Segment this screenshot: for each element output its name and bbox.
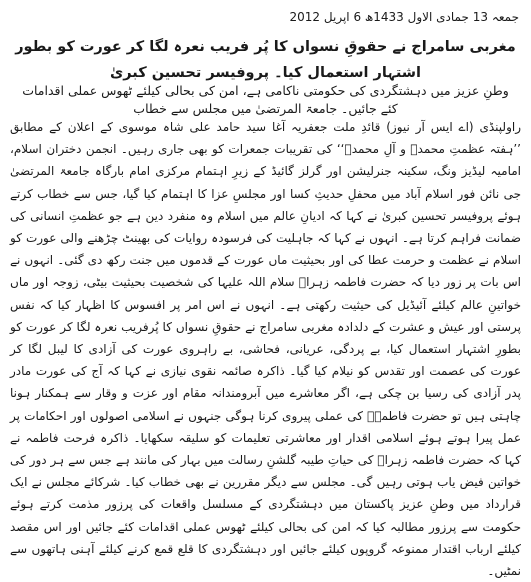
dateline: جمعہ 13 جمادی الاول 1433ھ 6 اپریل 2012: [289, 10, 519, 24]
headline: مغربی سامراج نے حقوقِ نسواں کا پُر فریب نعرہ لگا کر عورت کو بطور اشتہار استعمال کیا۔ پروفیسر تحسین کبریٰ: [15, 39, 516, 81]
article-paragraph: راولپنڈی (اے ایس آر نیوز) قائدِ ملت جعفریہ آغا سید حامد علی شاہ موسوی کے اعلان کے مطابق ’’ہفتہ عظمتِ محمدؐ و آلِ محمدؐ‘‘ کی تقریبات جمعرات کو بھی جاری رہیں۔ انجمن دختران اسلام، امامیہ لیڈیز ونگ، سکینہ جنرلیشن اور گرلز گائیڈ کے زیرِ اہتمام مرکزی امام بارگاہ جامعۃ المرتضیٰ جی نائن فور اسلام آباد میں محفلِ حدیثِ کسا اور مجلسِ عزا کا اہتمام کیا گیا، جس سے خطاب کرتے ہوئے پروفیسر تحسین کبریٰ نے کہا کہ ادیانِ عالم میں اسلام وہ منفرد دین ہے جو عظمتِ انسانی کی ضمانت فراہم کرتا ہے۔ انہوں نے کہا کہ جاہلیت کی فرسودہ روایات کی بھینٹ چڑھنے والی عورت کو اسلام نے عظمت و حرمت عطا کی اور بحیثیت ماں عورت کے قدموں میں جنت رکھ دی گئی۔ انہوں نے اس بات پر زور دیا کہ حضرت فاطمہ زہراؑ سلام اللہ علیہا کی شخصیت بحیثیت بیٹی، زوجہ اور ماں خواتینِ عالم کیلئے آئیڈیل کی حیثیت رکھتی ہے۔ انہوں نے اس امر پر افسوس کا اظہار کیا کہ نفس پرستی اور عیش و عشرت کے دلدادہ مغربی سامراج نے حقوقِ نسواں کا پُرفریب نعرہ لگا کر عورت کو بطورِ اشتہار استعمال کیا، بے پردگی، عریانی، فحاشی، بے راہروی عورت کی آزادی کا لیبل لگا کر عورت کی عصمت اور تقدس کو نیلام کیا گیا۔ ذاکرہ صائمہ نقوی نیازی نے کہا کہ آج کی عورت مادر پدر آزادی کی رسیا بن چکی ہے، اگر معاشرے میں آبرومندانہ مقام اور عزت و وقار سے ہمکنار ہونا چاہتی ہیں تو حضرت فاطمہؑ کی عملی پیروی کرنا ہوگی جنہوں نے اسلامی اصولوں اور احکامات پر عمل پیرا ہوتے ہوئے اسلامی اقدار اور معاشرتی تعلیمات کو سلیقہ سکھایا۔ ذاکرہ فرحت فاطمہ نے کہا کہ حضرت فاطمہ زہراؑ کی حیاتِ طیبہ گلشنِ رسالت میں بہار کی مانند ہے جس سے ہر دور کی خواتین فیض یاب ہوتی رہیں گی۔ مجلس سے دیگر مقررین نے بھی خطاب کیا۔ شرکائے مجلس نے ایک قرارداد میں وطنِ عزیز پاکستان میں دہشتگردی کے مسلسل واقعات کی پرزور مذمت کرتے ہوئے حکومت سے پرزور مطالبہ کیا کہ امن کی بحالی کیلئے ٹھوس عملی اقدامات کئے جائیں اور اس مقصد کیلئے ارباب اقتدار ممنوعہ گروپوں کیلئے جائیں اور دہشتگردی کا قلع قمع کرنے کیلئے آہنی ہاتھوں سے نمٹیں۔: [10, 120, 521, 579]
subheadline: وطنِ عزیز میں دہشتگردی کی حکومتی ناکامی ہے، امن کی بحالی کیلئے ٹھوس عملی اقدامات کئے جائیں۔ جامعۃ المرتضیٰ میں مجلس سے خطاب: [22, 83, 509, 116]
article-body: [10, 116, 521, 579]
